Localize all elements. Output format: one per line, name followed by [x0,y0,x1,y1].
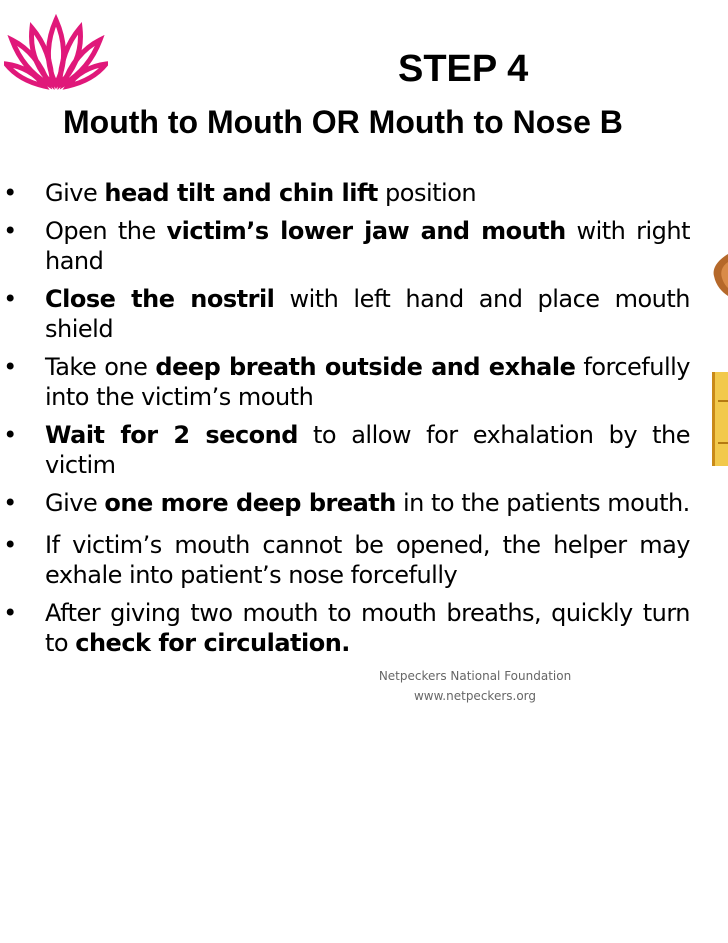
bullet-text-bold: head tilt and chin lift [104,179,378,207]
bullet-text: to allow for exhalation by the victim [45,421,690,479]
lotus-logo-icon [4,14,108,90]
step-title: STEP 4 [398,48,529,90]
bullet-text: After giving two mouth to mouth breaths, quickly turn to [45,599,690,657]
bullet-dot: • [3,353,17,381]
bullet-text-bold: Wait for 2 second [45,421,298,449]
bullet-text: If victim’s mouth cannot be opened, the helper may exhale into patient’s nose forcefully [45,531,690,589]
bullet-item [0,216,690,276]
slide-subtitle: Mouth to Mouth OR Mouth to Nose B [63,104,623,140]
bullet-text: Give [45,179,105,207]
bullet-text: position [377,179,477,207]
bullet-dot: • [3,179,17,207]
bullet-dot: • [3,285,17,313]
bullet-item [0,284,690,344]
bullet-list [0,178,690,666]
bullet-text: Give [45,489,105,517]
bullet-dot: • [3,217,17,245]
cartoon-figure-body-icon [712,372,728,466]
bullet-text-bold: deep breath outside and exhale [155,353,576,381]
bullet-text: Take one [45,353,156,381]
bullet-text: with right hand [45,217,690,275]
bullet-dot: • [3,421,17,449]
bullet-item [0,488,690,518]
bullet-dot: • [3,531,17,559]
bullet-text-bold: Close the nostril [45,285,275,313]
bullet-dot: • [3,489,17,517]
bullet-item [0,352,690,412]
footer-website: www.netpeckers.org [413,689,537,703]
bullet-text-bold: check for circulation. [75,629,350,657]
cartoon-figure-edge-icon [712,254,728,296]
bullet-item [0,598,690,658]
bullet-text: Open the [45,217,167,245]
footer-org-name: Netpeckers National Foundation [378,669,572,683]
bullet-text-bold: victim’s lower jaw and mouth [166,217,566,245]
bullet-dot: • [3,599,17,627]
bullet-text: forcefully into the victim’s mouth [45,353,691,411]
bullet-item [0,530,690,590]
bullet-item [0,178,690,208]
bullet-text: in to the patients mouth. [395,489,690,517]
bullet-text: with left hand and place mouth shield [45,285,690,343]
bullet-text-bold: one more deep breath [104,489,396,517]
bullet-item [0,420,690,480]
footer [370,666,580,706]
